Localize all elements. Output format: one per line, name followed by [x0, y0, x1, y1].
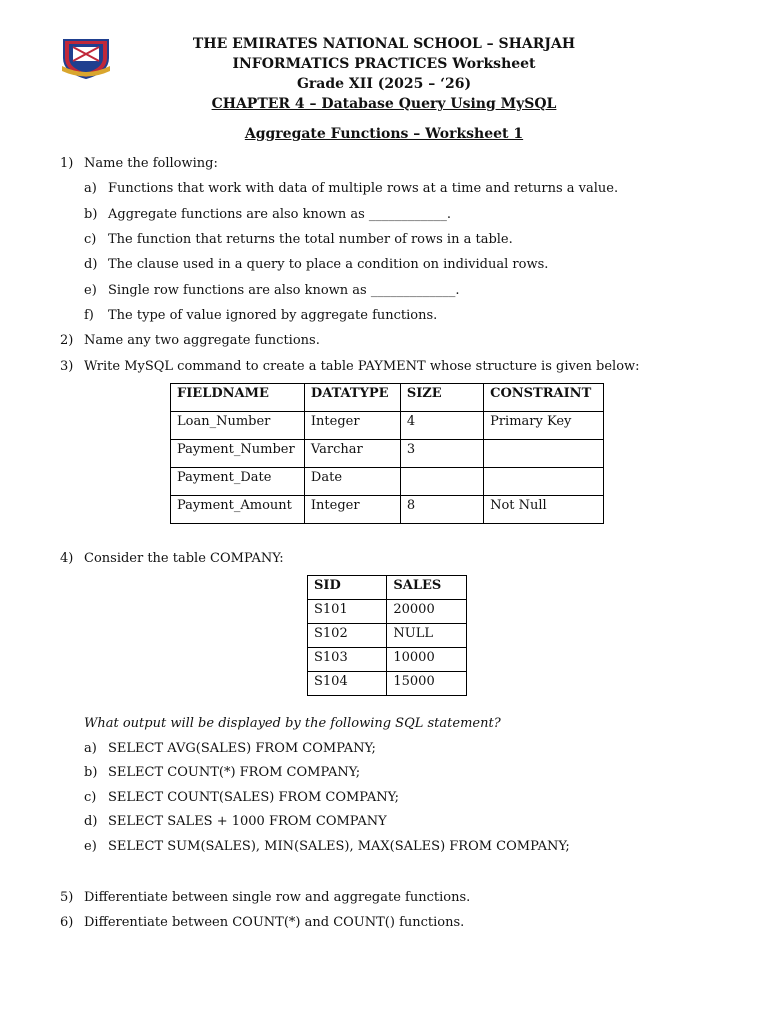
table-cell: S104	[308, 672, 387, 696]
table-cell: Payment_Date	[171, 468, 305, 496]
table-row	[171, 440, 604, 468]
payment-structure-table	[170, 383, 604, 524]
q4-text: Consider the table COMPANY:	[84, 551, 284, 566]
q1-item-text: The type of value ignored by aggregate functions.	[108, 308, 438, 323]
q1-item-label: f)	[84, 308, 94, 323]
q1-item-text: Single row functions are also known as _____________.	[108, 283, 460, 298]
table-cell: Primary Key	[484, 412, 604, 440]
q4-item-label: a)	[84, 741, 97, 756]
table-cell	[484, 440, 604, 468]
q1-number: 1)	[60, 156, 74, 171]
table-cell: 4	[400, 412, 483, 440]
q1-item-text: The clause used in a query to place a condition on individual rows.	[108, 257, 549, 272]
table-cell: S101	[308, 600, 387, 624]
q3-number: 3)	[60, 359, 74, 374]
table-row	[308, 624, 467, 648]
q4-item-text: SELECT COUNT(*) FROM COMPANY;	[108, 765, 361, 780]
subject-title: INFORMATICS PRACTICES Worksheet	[232, 56, 536, 72]
worksheet-title: Aggregate Functions – Worksheet 1	[244, 126, 524, 142]
table-header-row	[171, 384, 604, 412]
table-cell	[484, 468, 604, 496]
table-cell: 8	[400, 496, 483, 524]
table-cell	[400, 468, 483, 496]
school-name: THE EMIRATES NATIONAL SCHOOL – SHARJAH	[192, 36, 576, 52]
table-row	[171, 412, 604, 440]
q4-item-text: SELECT SUM(SALES), MIN(SALES), MAX(SALES) FROM COMPANY;	[108, 839, 570, 854]
chapter-title: CHAPTER 4 – Database Query Using MySQL	[211, 96, 557, 112]
q1-item-label: e)	[84, 283, 97, 298]
q4-prompt: What output will be displayed by the following SQL statement?	[84, 716, 501, 731]
table-cell: Integer	[304, 412, 400, 440]
q1-item-text: Functions that work with data of multiple rows at a time and returns a value.	[108, 181, 619, 196]
q4-item-label: b)	[84, 765, 98, 780]
q4-item-label: c)	[84, 790, 97, 805]
q3-text: Write MySQL command to create a table PAYMENT whose structure is given below:	[84, 359, 640, 374]
q6-number: 6)	[60, 915, 74, 930]
table-row	[308, 672, 467, 696]
table-cell: Not Null	[484, 496, 604, 524]
company-table	[307, 575, 467, 696]
q1-text: Name the following:	[84, 156, 218, 171]
q6-text: Differentiate between COUNT(*) and COUNT() functions.	[84, 915, 465, 930]
q4-item-text: SELECT COUNT(SALES) FROM COMPANY;	[108, 790, 399, 805]
table-cell: 15000	[387, 672, 467, 696]
table-header-row	[308, 576, 467, 600]
table-cell: S102	[308, 624, 387, 648]
column-header: CONSTRAINT	[484, 384, 604, 412]
grade-title: Grade XII (2025 – ‘26)	[296, 76, 472, 92]
q2-number: 2)	[60, 333, 74, 348]
column-header: SALES	[387, 576, 467, 600]
q1-item-text: Aggregate functions are also known as ____________.	[108, 207, 452, 222]
table-cell: Date	[304, 468, 400, 496]
table-cell: S103	[308, 648, 387, 672]
q1-item-label: a)	[84, 181, 97, 196]
q1-item-label: d)	[84, 257, 98, 272]
q1-item-label: b)	[84, 207, 98, 222]
q4-item-label: d)	[84, 814, 98, 829]
table-row	[171, 496, 604, 524]
q4-item-label: e)	[84, 839, 97, 854]
table-cell: Payment_Number	[171, 440, 305, 468]
q1-item-text: The function that returns the total number of rows in a table.	[108, 232, 513, 247]
column-header: DATATYPE	[304, 384, 400, 412]
q4-item-text: SELECT SALES + 1000 FROM COMPANY	[108, 814, 387, 829]
table-row	[308, 600, 467, 624]
q4-item-text: SELECT AVG(SALES) FROM COMPANY;	[108, 741, 376, 756]
q2-text: Name any two aggregate functions.	[84, 333, 320, 348]
q1-item-label: c)	[84, 232, 97, 247]
table-cell: Payment_Amount	[171, 496, 305, 524]
table-cell: Integer	[304, 496, 400, 524]
q5-number: 5)	[60, 890, 74, 905]
q5-text: Differentiate between single row and aggregate functions.	[84, 890, 471, 905]
table-cell: Varchar	[304, 440, 400, 468]
column-header: FIELDNAME	[171, 384, 305, 412]
q4-number: 4)	[60, 551, 74, 566]
column-header: SID	[308, 576, 387, 600]
table-row	[308, 648, 467, 672]
column-header: SIZE	[400, 384, 483, 412]
table-cell: 10000	[387, 648, 467, 672]
table-cell: Loan_Number	[171, 412, 305, 440]
table-cell: NULL	[387, 624, 467, 648]
table-row	[171, 468, 604, 496]
table-cell: 20000	[387, 600, 467, 624]
table-cell: 3	[400, 440, 483, 468]
